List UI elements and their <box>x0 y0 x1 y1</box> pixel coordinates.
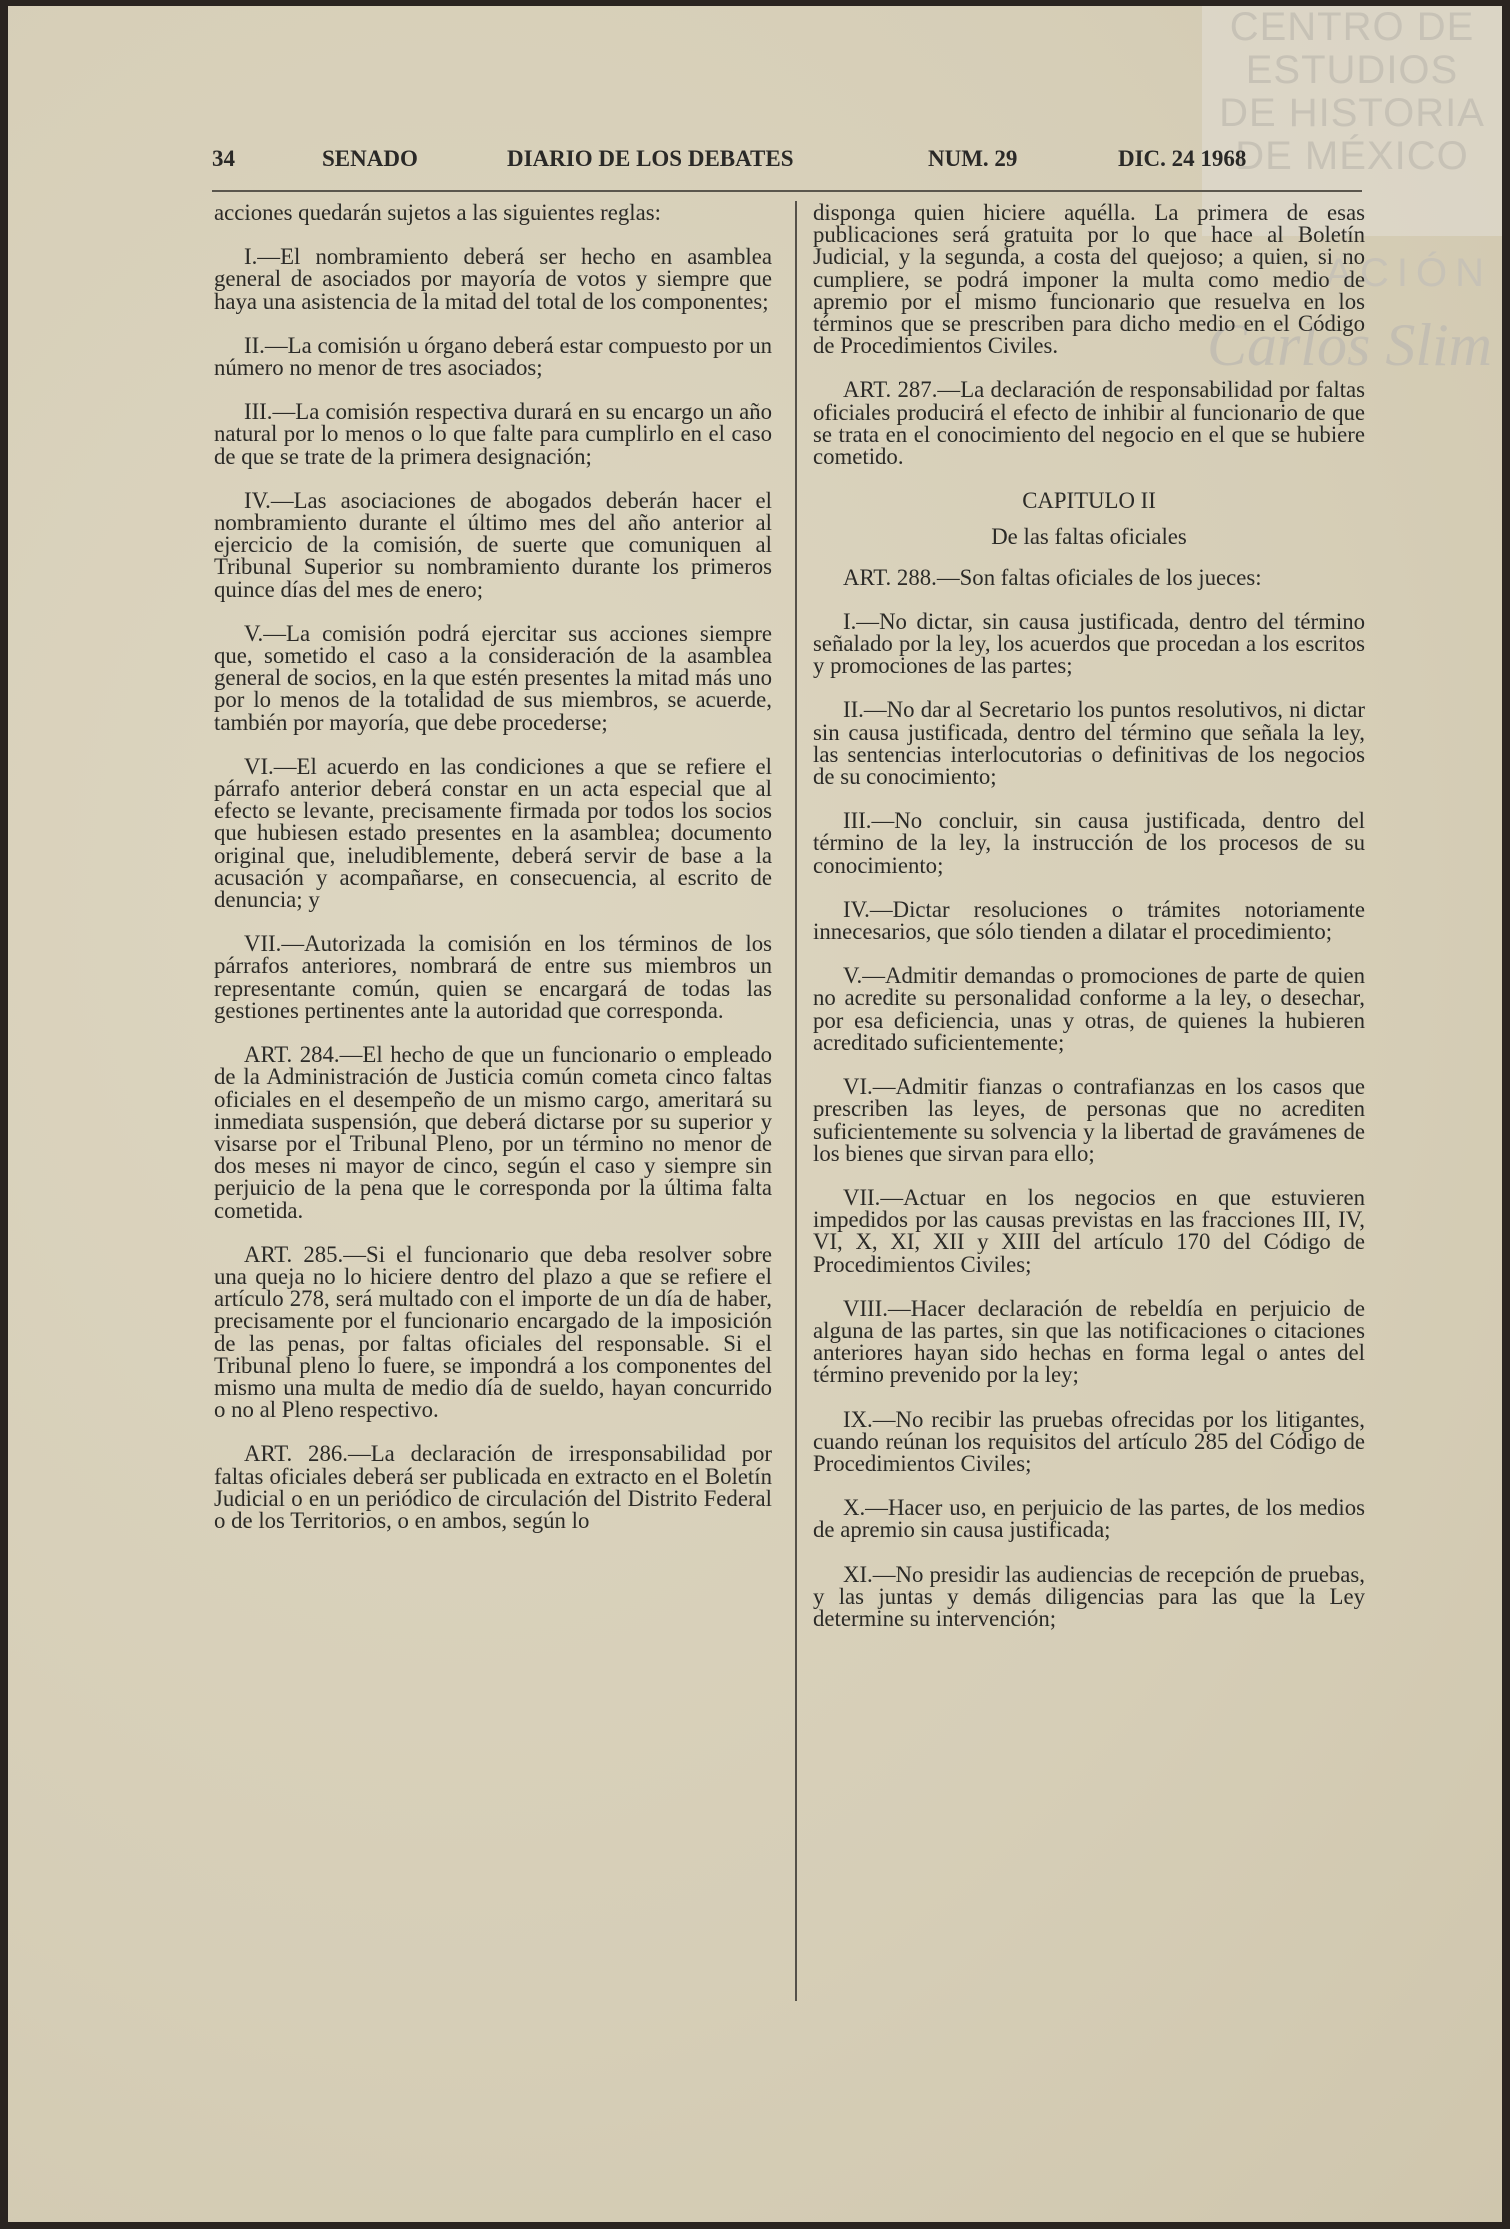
paragraph: XI.—No presidir las audiencias de recepción de pruebas, y las juntas y demás diligencias para las que la Ley determine su intervención; <box>813 1561 1365 1631</box>
page-header <box>212 146 1362 182</box>
column-divider <box>795 201 797 2001</box>
paragraph: ART. 287.—La declaración de responsabilidad por faltas oficiales producirá el efecto de inhibir al funcionario de que se trata en el conocimiento del negocio en el que se hubiere cometido. <box>813 377 1365 470</box>
watermark-line: CENTRO DE <box>1229 5 1475 49</box>
paragraph: ART. 286.—La declaración de irresponsabilidad por faltas oficiales deberá ser publicada en extracto en el Boletín Judicial o en un periódico de circulación del Distrito Federal o de los Territorios, o en ambos, según lo <box>214 1441 772 1533</box>
watermark-line: ESTUDIOS <box>1245 48 1459 92</box>
right-column-after-chapter <box>813 564 1365 1631</box>
paragraph: VI.—Admitir fianzas o contrafianzas en los casos que prescriben las leyes, de personas que no acrediten suficientemente su solvencia y la libertad de gravámenes de los bienes que sirvan para ello; <box>813 1074 1365 1166</box>
paragraph: X.—Hacer uso, en perjuicio de las partes, de los medios de apremio sin causa justificada; <box>813 1495 1365 1543</box>
page-number: 34 <box>212 146 235 171</box>
publication-title: DIARIO DE LOS DEBATES <box>507 146 794 171</box>
paragraph: VII.—Autorizada la comisión en los términos de los párrafos anteriores, nombrará de entre sus miembros un representante común, quien se encargará de todas las gestiones pertinentes ante la autoridad que corresponda. <box>214 931 772 1023</box>
section-label: SENADO <box>322 146 418 171</box>
watermark-fundacion: ACIÓN <box>1325 251 1492 295</box>
issue-date: DIC. 24 1968 <box>1118 146 1247 171</box>
paragraph: I.—No dictar, sin causa justificada, dentro del término señalado por la ley, los acuerdos que procedan a los escritos y promociones de las partes; <box>813 608 1365 679</box>
paragraph: ART. 285.—Si el funcionario que deba resolver sobre una queja no lo hiciere dentro del plazo a que se refiere el artículo 278, será multado con el importe de un día de haber, precisamente por el funcionario encargado de la imposición de las penas, por faltas oficiales del responsable. Si el Tribunal pleno lo fuere, se impondrá a los componentes del mismo una multa de medio día de sueldo, hayan concurrido o no al Pleno respectivo. <box>214 1241 772 1423</box>
right-column <box>813 202 1365 1652</box>
paragraph: II.—La comisión u órgano deberá estar compuesto por un número no menor de tres asociados; <box>214 332 772 381</box>
header-rule <box>212 190 1362 192</box>
chapter-subtitle: De las faltas oficiales <box>991 524 1187 550</box>
paragraph: disponga quien hiciere aquélla. La primera de esas publicaciones será gratuita por lo que hace al Boletín Judicial, y la segunda, a costa del quejoso; a quien, si no cumpliere, se podrá imponer la multa como medio de apremio por el mismo funcionario que resuelva en los términos que se prescriben para dicho medio en el Código de Procedimientos Civiles. <box>813 200 1365 359</box>
paragraph: VI.—El acuerdo en las condiciones a que se refiere el párrafo anterior deberá constar en un acta especial que al efecto se levante, precisamente firmada por todos los socios que hubiesen estado presentes en la asamblea; documento original que, ineludiblemente, deberá servir de base a la acusación y acompañarse, en consecuencia, al escrito de denuncia; y <box>214 753 772 913</box>
paragraph: II.—No dar al Secretario los puntos resolutivos, ni dictar sin causa justificada, dentro del término que señala la ley, las sentencias interlocutorias o definitivas de los negocios de su conocimiento; <box>813 697 1365 790</box>
right-column-before-chapter <box>813 202 1365 468</box>
paragraph: V.—La comisión podrá ejercitar sus acciones siempre que, sometido el caso a la consideración de la asamblea general de socios, en la que estén presentes la mitad más uno por lo menos de la totalidad de sus miembros, se acuerde, también por mayoría, que debe procederse; <box>214 620 772 735</box>
watermark-signature: Carlos Slim <box>1206 312 1492 378</box>
paragraph: V.—Admitir demandas o promociones de parte de quien no acredite su personalidad conforme a la ley, o desechar, por esa deficiencia, unas y otras, de quienes la hubieren acreditado suficientemente; <box>813 963 1365 1055</box>
paragraph: ART. 288.—Son faltas oficiales de los jueces: <box>843 564 1262 590</box>
paragraph: VIII.—Hacer declaración de rebeldía en perjuicio de alguna de las partes, sin que las notificaciones o citaciones anteriores hayan sido hechas en forma legal o antes del término prevenido por la ley; <box>813 1295 1365 1388</box>
paragraph: ART. 284.—El hecho de que un funcionario o empleado de la Administración de Justicia común cometa cinco faltas oficiales en el desempeño de un mismo cargo, ameritará su inmediata suspensión, que deberá dictarse por su superior y visarse por el Tribunal Pleno, por un término no menor de dos meses ni mayor de cinco, según el caso y siempre sin perjuicio de la pena que le corresponda por la última falta cometida. <box>214 1042 772 1223</box>
chapter-title: CAPITULO II <box>1022 488 1156 514</box>
newspaper-page <box>8 6 1502 2222</box>
left-column <box>214 202 772 1554</box>
paragraph: IV.—Dictar resoluciones o trámites notoriamente innecesarios, que sólo tienden a dilatar el procedimiento; <box>813 896 1365 945</box>
watermark-line: DE HISTORIA <box>1219 91 1485 135</box>
paragraph: IV.—Las asociaciones de abogados deberán hacer el nombramiento durante el último mes del año anterior al ejercicio de la comisión, de suerte que comuniquen al Tribunal Superior su nombramiento durante los primeros quince días del mes de enero; <box>214 487 772 602</box>
paragraph: acciones quedarán sujetos a las siguientes reglas: <box>214 200 661 225</box>
paragraph: IX.—No recibir las pruebas ofrecidas por los litigantes, cuando reúnan los requisitos del artículo 285 del Código de Procedimientos Civiles; <box>813 1406 1365 1476</box>
paragraph: III.—La comisión respectiva durará en su encargo un año natural por lo menos o lo que falte para cumplirlo en el caso de que se trate de la primera designación; <box>214 399 772 469</box>
issue-number: NUM. 29 <box>928 146 1018 171</box>
paragraph: I.—El nombramiento deberá ser hecho en asamblea general de asociados por mayoría de votos y siempre que haya una asistencia de la mitad del total de los componentes; <box>214 244 772 314</box>
paragraph: III.—No concluir, sin causa justificada, dentro del término de la ley, la instrucción de los procesos de su conocimiento; <box>813 808 1365 878</box>
paragraph: VII.—Actuar en los negocios en que estuvieren impedidos por las causas previstas en las fracciones III, IV, VI, X, XI, XII y XIII del artículo 170 del Código de Procedimientos Civiles; <box>813 1184 1365 1277</box>
watermark-line: DE MÉXICO <box>1235 134 1469 178</box>
